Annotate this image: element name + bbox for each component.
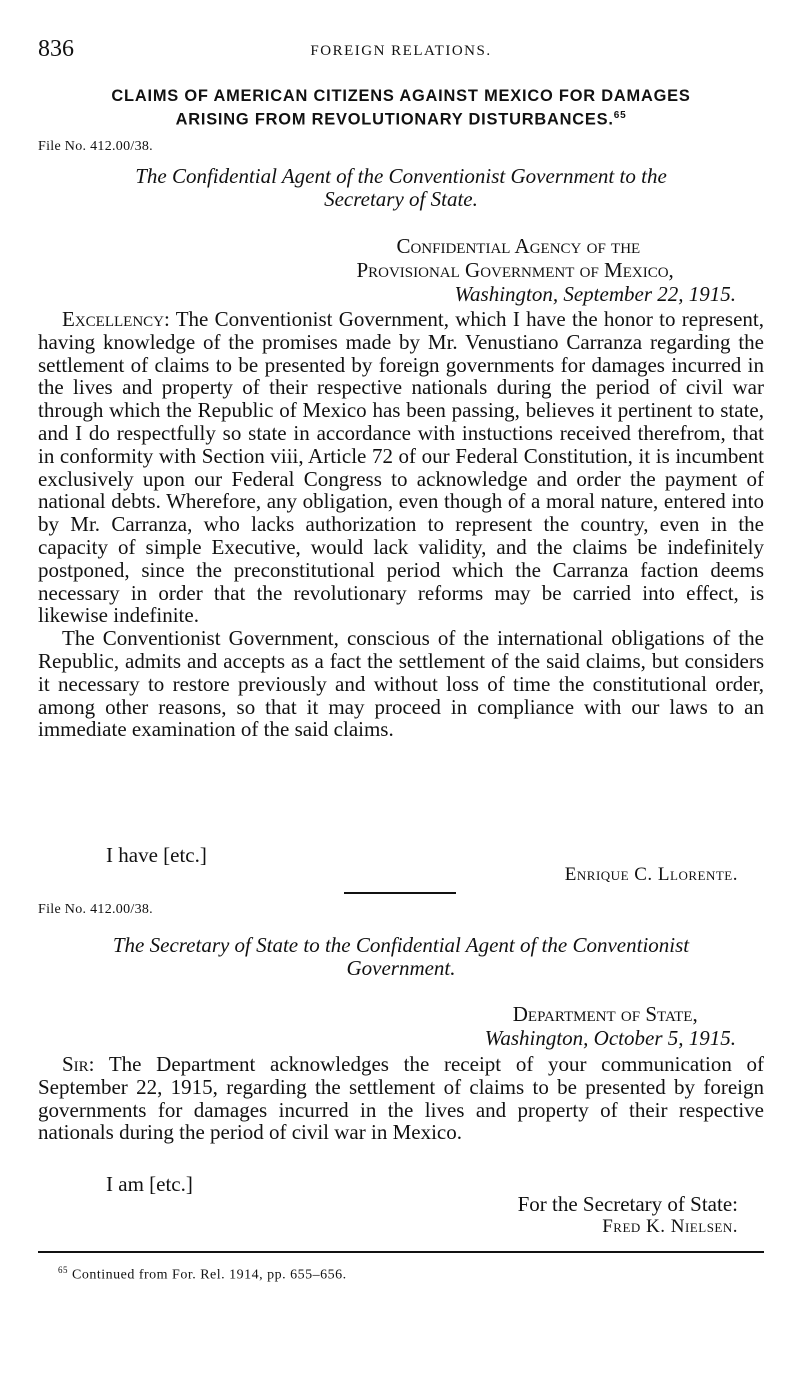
page-number: 836 — [38, 36, 74, 62]
section-title-line2: ARISING FROM REVOLUTIONARY DISTURBANCES.$^{65}$ — [175, 110, 627, 129]
file-number: File No. 412.00/38. — [38, 139, 153, 154]
salutation: Excellency: — [62, 307, 170, 331]
address-date: Washington, September 22, 1915. — [454, 282, 736, 306]
signature: Fred K. Nielsen. — [602, 1216, 738, 1237]
letter-body — [38, 1053, 764, 1144]
letter-heading — [38, 934, 764, 980]
address-line2: Provisional Government of Mexico, — [356, 258, 674, 282]
running-head: FOREIGN RELATIONS. — [310, 43, 492, 59]
letter-heading-line2: Secretary of State. — [324, 187, 478, 211]
footnote-reference: 65 — [613, 110, 627, 121]
letter-heading-line1: The Secretary of State to the Confidential Agent of the Conventionist — [112, 933, 690, 957]
letter-heading — [38, 165, 764, 211]
body-paragraph: Excellency: The Conventionist Government, which I have the honor to represent, having knowledge of the promises made by Mr. Venustiano Carranza regarding the settlement of claims to be presented by foreign governments for damages incurred in the lives and property of their respective nationals during the period of civil war through which the Republic of Mexico has been passing, believes it pertinent to state, and I do respectfully so state in accordance with instuctions received therefrom, that in conformity with Section viii, Article 72 of our Federal Constitution, it is incumbent exclusively upon our Federal Congress to acknowledge and order the payment of national debts. Wherefore, any obligation, even though of a moral nature, entered into by Mr. Carranza, who lacks authorization to represent the country, even in the capacity of simple Executive, would lack validity, and the claims be indefinitely postponed, since the preconstitutional period which the Carranza faction deems necessary in order that the revolutionary reforms may be carried into effect, is likewise indefinite. — [38, 307, 764, 628]
address-line1: Confidential Agency of the — [396, 234, 641, 258]
signature-for: For the Secretary of State: — [517, 1192, 738, 1216]
section-title — [38, 86, 764, 129]
section-title-line1: CLAIMS OF AMERICAN CITIZENS AGAINST MEXICO FOR DAMAGES — [111, 87, 691, 105]
letter-closing: I have [etc.] — [106, 843, 207, 867]
footnote-marker: 65 — [58, 1265, 68, 1275]
body-paragraph: Sir: The Department acknowledges the receipt of your communication of September 22, 1915, regarding the settlement of claims to be presented by foreign governments for damages incurred in the lives and property of their respective nationals during the period of civil war in Mexico. — [38, 1052, 765, 1145]
footnote-rule — [38, 1251, 764, 1253]
address-line1: Department of State, — [512, 1002, 698, 1026]
footnote-text: Continued from For. Rel. 1914, pp. 655–656. — [72, 1267, 347, 1283]
address-date: Washington, October 5, 1915. — [484, 1026, 736, 1050]
letter-heading-line2: Government. — [346, 956, 456, 980]
letter-body — [38, 308, 764, 741]
letter-heading-line1: The Confidential Agent of the Conventionist Government to the — [135, 164, 667, 188]
letter-closing: I am [etc.] — [106, 1172, 193, 1196]
salutation: Sir: — [62, 1052, 95, 1076]
letter-address — [485, 1002, 736, 1050]
page-header — [38, 36, 764, 66]
divider — [344, 892, 456, 894]
signature: Enrique C. Llorente. — [564, 864, 738, 885]
letter-address — [356, 234, 736, 306]
file-number: File No. 412.00/38. — [38, 902, 153, 917]
footnote — [58, 1265, 347, 1284]
body-paragraph: The Conventionist Government, conscious of the international obligations of the Republic, admits and accepts as a fact the settlement of the said claims, but considers it necessary to restore previously and without loss of time the constitutional order, among other reasons, so that it may proceed in compliance with our laws to an immediate examination of the said claims. — [38, 626, 764, 742]
